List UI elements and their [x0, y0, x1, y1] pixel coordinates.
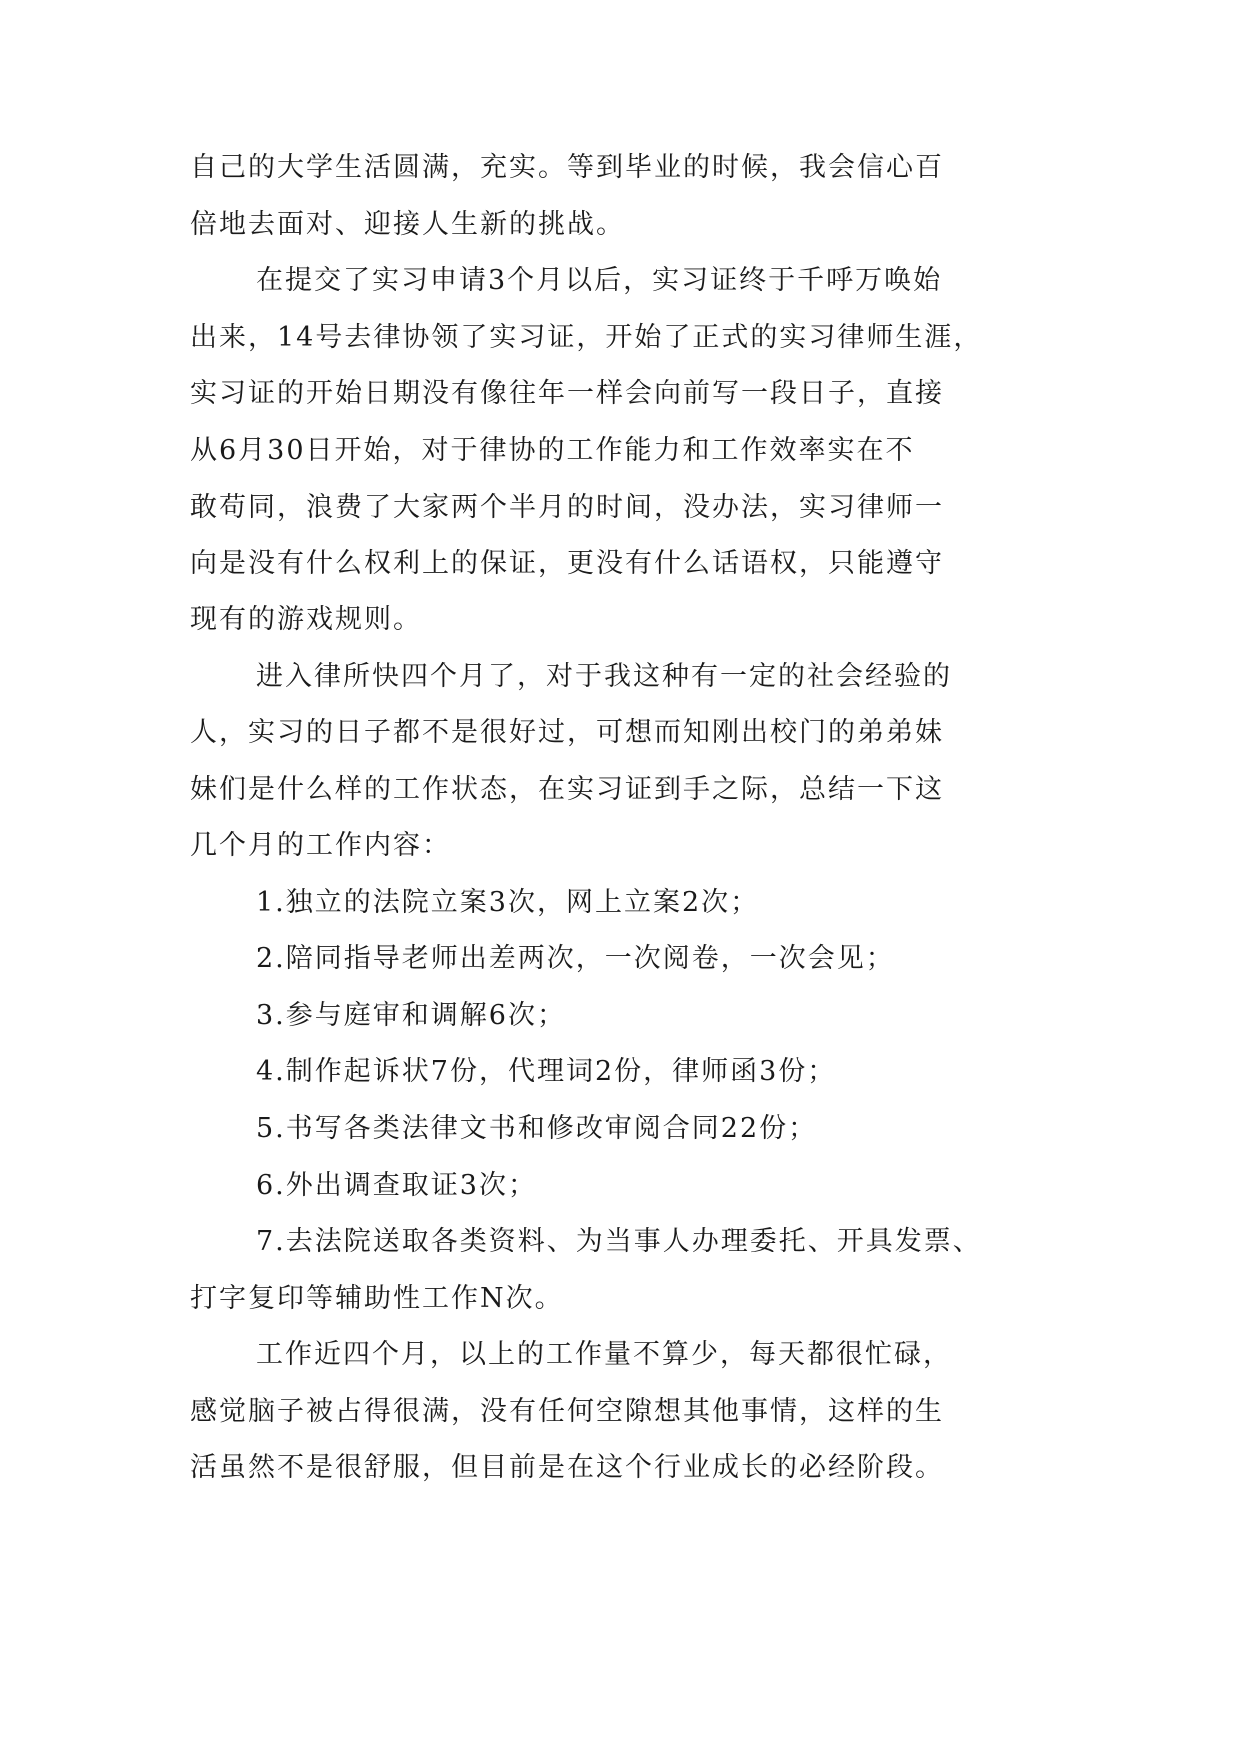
- list-item: 2.陪同指导老师出差两次，一次阅卷，一次会见；: [256, 943, 895, 974]
- text-line: 人，实习的日子都不是很好过，可想而知刚出校门的弟弟妹: [190, 717, 944, 748]
- text-line: 敢苟同，浪费了大家两个半月的时间，没办法，实习律师一: [190, 492, 944, 523]
- list-item: 3.参与庭审和调解6次；: [256, 1000, 566, 1031]
- paragraph-start-line: 进入律所快四个月了，对于我这种有一定的社会经验的: [256, 661, 952, 692]
- text-line: 打字复印等辅助性工作N次。: [190, 1283, 564, 1314]
- text-line: 倍地去面对、迎接人生新的挑战。: [190, 209, 625, 240]
- text-line: 几个月的工作内容：: [190, 830, 451, 861]
- text-line: 实习证的开始日期没有像往年一样会向前写一段日子，直接: [190, 378, 944, 409]
- text-line: 向是没有什么权利上的保证，更没有什么话语权，只能遵守: [190, 548, 944, 579]
- list-item: 4.制作起诉状7份，代理词2份，律师函3份；: [256, 1056, 837, 1087]
- list-item: 6.外出调查取证3次；: [256, 1170, 537, 1201]
- text-line: 出来，14号去律协领了实习证，开始了正式的实习律师生涯，: [190, 322, 983, 353]
- text-line: 活虽然不是很舒服，但目前是在这个行业成长的必经阶段。: [190, 1452, 944, 1483]
- text-line: 妹们是什么样的工作状态，在实习证到手之际，总结一下这: [190, 774, 944, 805]
- list-item: 7.去法院送取各类资料、为当事人办理委托、开具发票、: [256, 1226, 982, 1257]
- text-line: 从6月30日开始，对于律协的工作能力和工作效率实在不: [190, 435, 915, 466]
- text-line: 自己的大学生活圆满，充实。等到毕业的时候，我会信心百: [190, 152, 944, 183]
- paragraph-start-line: 在提交了实习申请3个月以后，实习证终于千呼万唤始: [256, 265, 943, 296]
- text-line: 现有的游戏规则。: [190, 604, 422, 635]
- paragraph-start-line: 工作近四个月，以上的工作量不算少，每天都很忙碌，: [256, 1339, 952, 1370]
- list-item: 5.书写各类法律文书和修改审阅合同22份；: [256, 1113, 818, 1144]
- list-item: 1.独立的法院立案3次，网上立案2次；: [256, 887, 760, 918]
- text-line: 感觉脑子被占得很满，没有任何空隙想其他事情，这样的生: [190, 1396, 944, 1427]
